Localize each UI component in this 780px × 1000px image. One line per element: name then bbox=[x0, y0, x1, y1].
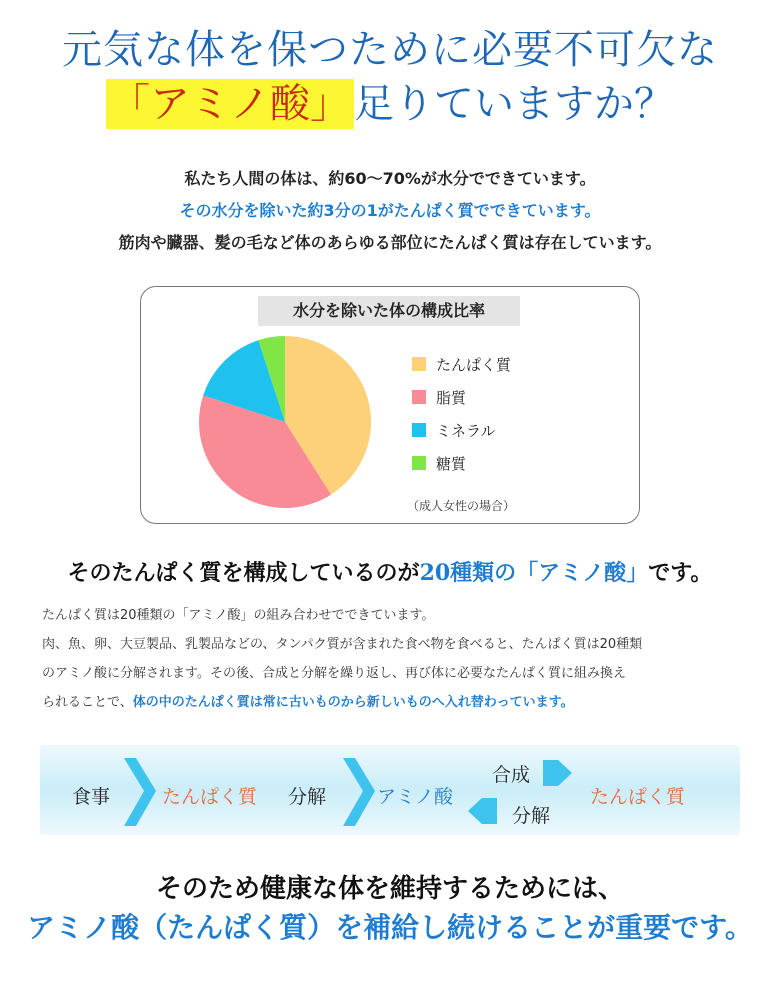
flow-amino: アミノ酸 bbox=[377, 786, 454, 808]
flow-decompose-1: 分解 bbox=[288, 786, 327, 808]
bottom-line1: そのため健康な体を維持するためには、 bbox=[155, 874, 624, 904]
synthesis-arrow-right-icon bbox=[543, 760, 572, 786]
legend-item bbox=[412, 453, 466, 473]
legend-label: たんぱく質 bbox=[436, 355, 512, 374]
title-rest: 足りていますか？ bbox=[354, 81, 674, 127]
para-line4 bbox=[42, 691, 762, 710]
section-heading bbox=[0, 556, 780, 587]
para-line4-highlight: 体の中のたんぱく質は常に古いものから新しいものへ入れ替わっています。 bbox=[132, 695, 574, 710]
legend-item bbox=[412, 387, 466, 407]
pie-chart bbox=[195, 332, 375, 512]
para-line2: 肉、魚、卵、大豆製品、乳製品などの、タンパク質が含まれた食べ物を食べると、たんぱく質は20種類 bbox=[42, 637, 643, 652]
legend-label: 糖質 bbox=[436, 454, 467, 473]
legend-swatch bbox=[412, 423, 426, 437]
legend-swatch bbox=[412, 390, 426, 404]
flow-synthesis: 合成 bbox=[492, 764, 531, 786]
flow-decompose-2: 分解 bbox=[512, 805, 551, 827]
intro-line1: 私たち人間の体は、約60〜70%が水分でできています。 bbox=[184, 169, 596, 188]
legend-label: ミネラル bbox=[436, 421, 496, 440]
flow-protein-1: たんぱく質 bbox=[162, 786, 258, 808]
section-head-blue: 20種類の「アミノ酸」 bbox=[419, 560, 649, 586]
para-line4-plain: られることで、 bbox=[42, 695, 133, 710]
flow-chevron-1 bbox=[124, 758, 156, 826]
para-line1: たんぱく質は20種類の「アミノ酸」の組み合わせでできています。 bbox=[42, 608, 435, 623]
title-highlight: 「アミノ酸」 bbox=[106, 79, 354, 129]
legend-swatch bbox=[412, 456, 426, 470]
flow-protein-2: たんぱく質 bbox=[590, 786, 686, 808]
legend-item bbox=[412, 420, 496, 440]
legend-label: 脂質 bbox=[436, 388, 467, 407]
flow-chevron-2 bbox=[343, 758, 375, 826]
section-head-before: そのたんぱく質を構成しているのが bbox=[67, 560, 420, 586]
para-line3: のアミノ酸に分解されます。その後、合成と分解を繰り返し、再び体に必要なたんぱく質に組み換え bbox=[42, 666, 626, 681]
chart-note: （成人女性の場合） bbox=[407, 499, 516, 513]
intro-line2: その水分を除いた約3分の1がたんぱく質でできています。 bbox=[179, 201, 601, 220]
legend-item bbox=[412, 354, 511, 374]
decompose-arrow-left-icon bbox=[468, 798, 497, 824]
page-title-line2 bbox=[0, 72, 780, 129]
page-title-line1: 元気な体を保つために必要不可欠な bbox=[62, 27, 718, 73]
bottom-line2: アミノ酸（たんぱく質）を補給し続けることが重要です。 bbox=[27, 911, 753, 944]
section-head-after: です。 bbox=[648, 560, 713, 586]
legend-swatch bbox=[412, 357, 426, 371]
flow-meal: 食事 bbox=[72, 786, 111, 808]
intro-line3: 筋肉や臓器、髪の毛など体のあらゆる部位にたんぱく質は存在しています。 bbox=[118, 233, 662, 252]
chart-title: 水分を除いた体の構成比率 bbox=[258, 296, 520, 326]
